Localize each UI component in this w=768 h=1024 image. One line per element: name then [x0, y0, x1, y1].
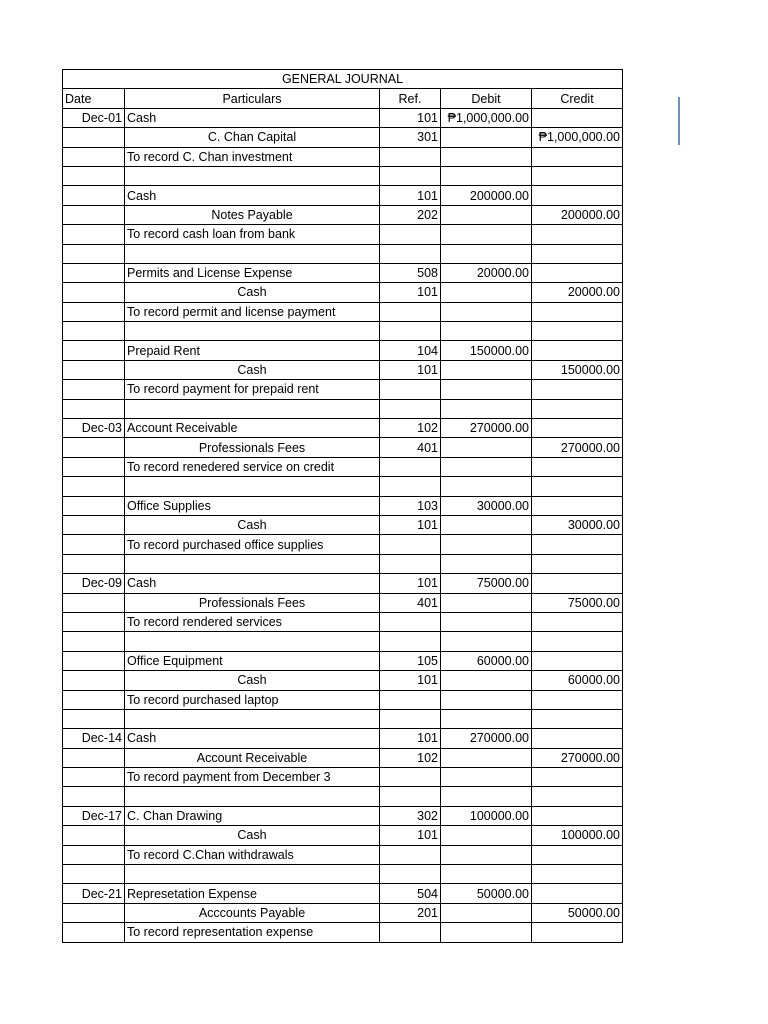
entry-credit: [532, 477, 623, 496]
entry-date: Dec-01: [63, 108, 125, 127]
journal-row: [63, 865, 623, 884]
entry-date: [63, 225, 125, 244]
entry-date: [63, 244, 125, 263]
header-particulars: Particulars: [125, 89, 380, 108]
entry-ref: 504: [380, 884, 441, 903]
entry-debit: 50000.00: [441, 884, 532, 903]
journal-row: [63, 845, 623, 864]
entry-particulars: To record rendered services: [125, 612, 380, 631]
entry-particulars: Cash: [125, 826, 380, 845]
entry-particulars: Account Receivable: [125, 748, 380, 767]
entry-debit: [441, 535, 532, 554]
entry-ref: [380, 225, 441, 244]
entry-ref: [380, 244, 441, 263]
entry-particulars: Office Supplies: [125, 496, 380, 515]
entry-debit: [441, 787, 532, 806]
entry-date: Dec-17: [63, 806, 125, 825]
entry-date: Dec-03: [63, 419, 125, 438]
journal-row: [63, 360, 623, 379]
entry-date: [63, 263, 125, 282]
entry-credit: [532, 419, 623, 438]
entry-ref: 401: [380, 438, 441, 457]
journal-row: [63, 690, 623, 709]
entry-particulars: [125, 787, 380, 806]
entry-date: [63, 341, 125, 360]
entry-ref: [380, 709, 441, 728]
entry-date: [63, 787, 125, 806]
entry-ref: 104: [380, 341, 441, 360]
entry-credit: [532, 457, 623, 476]
header-debit: Debit: [441, 89, 532, 108]
entry-particulars: Cash: [125, 360, 380, 379]
entry-date: [63, 845, 125, 864]
entry-particulars: [125, 166, 380, 185]
entry-ref: 101: [380, 729, 441, 748]
entry-credit: [532, 806, 623, 825]
entry-debit: 20000.00: [441, 263, 532, 282]
journal-row: [63, 128, 623, 147]
entry-particulars: [125, 632, 380, 651]
entry-credit: [532, 399, 623, 418]
entry-particulars: [125, 244, 380, 263]
journal-row: [63, 671, 623, 690]
entry-ref: [380, 302, 441, 321]
entry-date: [63, 554, 125, 573]
entry-ref: [380, 535, 441, 554]
entry-date: [63, 651, 125, 670]
journal-row: [63, 554, 623, 573]
entry-debit: 75000.00: [441, 574, 532, 593]
entry-credit: [532, 535, 623, 554]
journal-row: [63, 806, 623, 825]
journal-row: [63, 302, 623, 321]
entry-credit: [532, 884, 623, 903]
journal-row: [63, 632, 623, 651]
entry-particulars: Notes Payable: [125, 205, 380, 224]
entry-credit: [532, 729, 623, 748]
journal-row: [63, 729, 623, 748]
journal-row: [63, 263, 623, 282]
entry-ref: [380, 865, 441, 884]
entry-credit: [532, 632, 623, 651]
entry-particulars: Cash: [125, 108, 380, 127]
entry-date: [63, 768, 125, 787]
entry-debit: 100000.00: [441, 806, 532, 825]
entry-date: [63, 186, 125, 205]
entry-date: [63, 748, 125, 767]
entry-debit: [441, 671, 532, 690]
journal-row: [63, 515, 623, 534]
entry-credit: 60000.00: [532, 671, 623, 690]
entry-date: [63, 515, 125, 534]
entry-particulars: To record purchased office supplies: [125, 535, 380, 554]
entry-credit: 200000.00: [532, 205, 623, 224]
entry-particulars: To record payment from December 3: [125, 768, 380, 787]
entry-credit: [532, 225, 623, 244]
general-journal-table: [62, 69, 623, 943]
journal-row: [63, 477, 623, 496]
entry-date: [63, 632, 125, 651]
entry-date: [63, 380, 125, 399]
entry-particulars: Acccounts Payable: [125, 903, 380, 922]
journal-row: [63, 186, 623, 205]
entry-debit: [441, 360, 532, 379]
entry-date: [63, 709, 125, 728]
journal-row: [63, 923, 623, 942]
journal-row: [63, 399, 623, 418]
entry-date: [63, 865, 125, 884]
journal-body: [63, 70, 623, 943]
entry-credit: [532, 380, 623, 399]
entry-date: Dec-21: [63, 884, 125, 903]
entry-ref: [380, 166, 441, 185]
entry-ref: [380, 457, 441, 476]
entry-ref: 101: [380, 283, 441, 302]
entry-credit: [532, 166, 623, 185]
entry-particulars: To record purchased laptop: [125, 690, 380, 709]
header-date: Date: [63, 89, 125, 108]
entry-debit: [441, 283, 532, 302]
entry-debit: [441, 302, 532, 321]
entry-debit: [441, 593, 532, 612]
entry-date: [63, 457, 125, 476]
entry-particulars: C. Chan Capital: [125, 128, 380, 147]
entry-particulars: Prepaid Rent: [125, 341, 380, 360]
entry-date: [63, 826, 125, 845]
entry-credit: [532, 651, 623, 670]
entry-credit: [532, 341, 623, 360]
entry-debit: 30000.00: [441, 496, 532, 515]
entry-particulars: Cash: [125, 283, 380, 302]
entry-particulars: To record cash loan from bank: [125, 225, 380, 244]
entry-debit: [441, 166, 532, 185]
journal-row: [63, 709, 623, 728]
entry-date: [63, 205, 125, 224]
entry-debit: [441, 826, 532, 845]
entry-particulars: Permits and License Expense: [125, 263, 380, 282]
journal-row: [63, 322, 623, 341]
entry-credit: 150000.00: [532, 360, 623, 379]
entry-date: [63, 147, 125, 166]
journal-row: [63, 593, 623, 612]
entry-ref: 103: [380, 496, 441, 515]
entry-ref: [380, 477, 441, 496]
entry-ref: 102: [380, 419, 441, 438]
entry-date: [63, 903, 125, 922]
entry-particulars: C. Chan Drawing: [125, 806, 380, 825]
entry-particulars: To record C. Chan investment: [125, 147, 380, 166]
text-cursor-marker: [678, 97, 680, 145]
entry-particulars: [125, 399, 380, 418]
entry-ref: 201: [380, 903, 441, 922]
entry-ref: [380, 399, 441, 418]
entry-ref: [380, 845, 441, 864]
entry-ref: 101: [380, 108, 441, 127]
entry-credit: [532, 923, 623, 942]
entry-ref: [380, 632, 441, 651]
entry-ref: 508: [380, 263, 441, 282]
journal-row: [63, 341, 623, 360]
entry-ref: [380, 787, 441, 806]
entry-debit: ₱1,000,000.00: [441, 108, 532, 127]
entry-debit: [441, 128, 532, 147]
journal-row: [63, 768, 623, 787]
entry-debit: [441, 438, 532, 457]
entry-credit: [532, 496, 623, 515]
entry-date: [63, 399, 125, 418]
entry-date: [63, 535, 125, 554]
entry-particulars: Cash: [125, 574, 380, 593]
entry-credit: [532, 108, 623, 127]
entry-debit: [441, 612, 532, 631]
entry-ref: 105: [380, 651, 441, 670]
journal-row: [63, 166, 623, 185]
journal-row: [63, 380, 623, 399]
entry-date: [63, 438, 125, 457]
entry-credit: 270000.00: [532, 748, 623, 767]
entry-debit: [441, 923, 532, 942]
entry-credit: 100000.00: [532, 826, 623, 845]
entry-debit: [441, 515, 532, 534]
entry-debit: [441, 865, 532, 884]
entry-date: [63, 128, 125, 147]
entry-particulars: [125, 477, 380, 496]
entry-date: [63, 923, 125, 942]
entry-date: Dec-09: [63, 574, 125, 593]
entry-ref: 202: [380, 205, 441, 224]
entry-ref: 302: [380, 806, 441, 825]
entry-debit: [441, 205, 532, 224]
entry-credit: [532, 865, 623, 884]
entry-ref: [380, 147, 441, 166]
entry-credit: 75000.00: [532, 593, 623, 612]
entry-ref: 102: [380, 748, 441, 767]
entry-ref: 101: [380, 360, 441, 379]
entry-debit: 270000.00: [441, 419, 532, 438]
title-row: [63, 70, 623, 89]
entry-ref: [380, 923, 441, 942]
entry-debit: [441, 748, 532, 767]
entry-particulars: Cash: [125, 671, 380, 690]
entry-particulars: [125, 709, 380, 728]
entry-particulars: Cash: [125, 186, 380, 205]
entry-credit: 20000.00: [532, 283, 623, 302]
entry-debit: [441, 477, 532, 496]
journal-row: [63, 457, 623, 476]
entry-particulars: Represetation Expense: [125, 884, 380, 903]
journal-row: [63, 651, 623, 670]
entry-particulars: Professionals Fees: [125, 593, 380, 612]
header-row: [63, 89, 623, 108]
entry-ref: 101: [380, 826, 441, 845]
entry-date: Dec-14: [63, 729, 125, 748]
entry-credit: [532, 244, 623, 263]
entry-debit: [441, 690, 532, 709]
entry-particulars: Cash: [125, 515, 380, 534]
entry-particulars: [125, 322, 380, 341]
entry-date: [63, 612, 125, 631]
journal-row: [63, 826, 623, 845]
entry-date: [63, 593, 125, 612]
entry-debit: 60000.00: [441, 651, 532, 670]
entry-date: [63, 360, 125, 379]
journal-row: [63, 438, 623, 457]
entry-credit: [532, 787, 623, 806]
entry-ref: 401: [380, 593, 441, 612]
journal-row: [63, 787, 623, 806]
journal-row: [63, 884, 623, 903]
entry-debit: 270000.00: [441, 729, 532, 748]
entry-debit: 150000.00: [441, 341, 532, 360]
entry-credit: 270000.00: [532, 438, 623, 457]
entry-debit: [441, 147, 532, 166]
entry-credit: 50000.00: [532, 903, 623, 922]
journal-row: [63, 748, 623, 767]
entry-ref: [380, 690, 441, 709]
journal-row: [63, 612, 623, 631]
journal-row: [63, 205, 623, 224]
journal-row: [63, 419, 623, 438]
entry-particulars: [125, 554, 380, 573]
entry-ref: [380, 768, 441, 787]
entry-credit: [532, 845, 623, 864]
entry-date: [63, 166, 125, 185]
entry-date: [63, 477, 125, 496]
entry-debit: [441, 457, 532, 476]
entry-particulars: Office Equipment: [125, 651, 380, 670]
journal-row: [63, 225, 623, 244]
entry-credit: [532, 322, 623, 341]
entry-debit: [441, 768, 532, 787]
journal-row: [63, 574, 623, 593]
entry-particulars: Professionals Fees: [125, 438, 380, 457]
entry-credit: [532, 612, 623, 631]
entry-debit: [441, 554, 532, 573]
entry-credit: [532, 690, 623, 709]
entry-credit: [532, 768, 623, 787]
journal-row: [63, 496, 623, 515]
entry-debit: [441, 845, 532, 864]
entry-debit: [441, 632, 532, 651]
entry-date: [63, 690, 125, 709]
entry-particulars: Account Receivable: [125, 419, 380, 438]
entry-credit: [532, 186, 623, 205]
entry-credit: [532, 147, 623, 166]
entry-credit: ₱1,000,000.00: [532, 128, 623, 147]
entry-debit: [441, 903, 532, 922]
entry-ref: 101: [380, 186, 441, 205]
journal-row: [63, 903, 623, 922]
entry-credit: [532, 574, 623, 593]
journal-row: [63, 283, 623, 302]
header-credit: Credit: [532, 89, 623, 108]
entry-ref: [380, 612, 441, 631]
entry-date: [63, 322, 125, 341]
header-ref: Ref.: [380, 89, 441, 108]
journal-row: [63, 147, 623, 166]
entry-debit: [441, 225, 532, 244]
entry-ref: 101: [380, 515, 441, 534]
entry-particulars: To record payment for prepaid rent: [125, 380, 380, 399]
entry-ref: [380, 322, 441, 341]
entry-particulars: To record C.Chan withdrawals: [125, 845, 380, 864]
entry-debit: [441, 244, 532, 263]
entry-credit: [532, 263, 623, 282]
entry-debit: [441, 709, 532, 728]
journal-row: [63, 108, 623, 127]
entry-date: [63, 496, 125, 515]
entry-credit: [532, 554, 623, 573]
journal-row: [63, 244, 623, 263]
entry-date: [63, 302, 125, 321]
entry-ref: [380, 554, 441, 573]
entry-debit: [441, 399, 532, 418]
entry-particulars: To record permit and license payment: [125, 302, 380, 321]
entry-particulars: [125, 865, 380, 884]
entry-debit: 200000.00: [441, 186, 532, 205]
entry-particulars: To record representation expense: [125, 923, 380, 942]
entry-ref: [380, 380, 441, 399]
entry-credit: [532, 302, 623, 321]
journal-title: GENERAL JOURNAL: [63, 70, 623, 89]
entry-particulars: Cash: [125, 729, 380, 748]
entry-credit: 30000.00: [532, 515, 623, 534]
entry-particulars: To record renedered service on credit: [125, 457, 380, 476]
journal-row: [63, 535, 623, 554]
entry-debit: [441, 380, 532, 399]
entry-ref: 101: [380, 671, 441, 690]
entry-credit: [532, 709, 623, 728]
entry-debit: [441, 322, 532, 341]
entry-date: [63, 671, 125, 690]
entry-ref: 301: [380, 128, 441, 147]
entry-ref: 101: [380, 574, 441, 593]
entry-date: [63, 283, 125, 302]
